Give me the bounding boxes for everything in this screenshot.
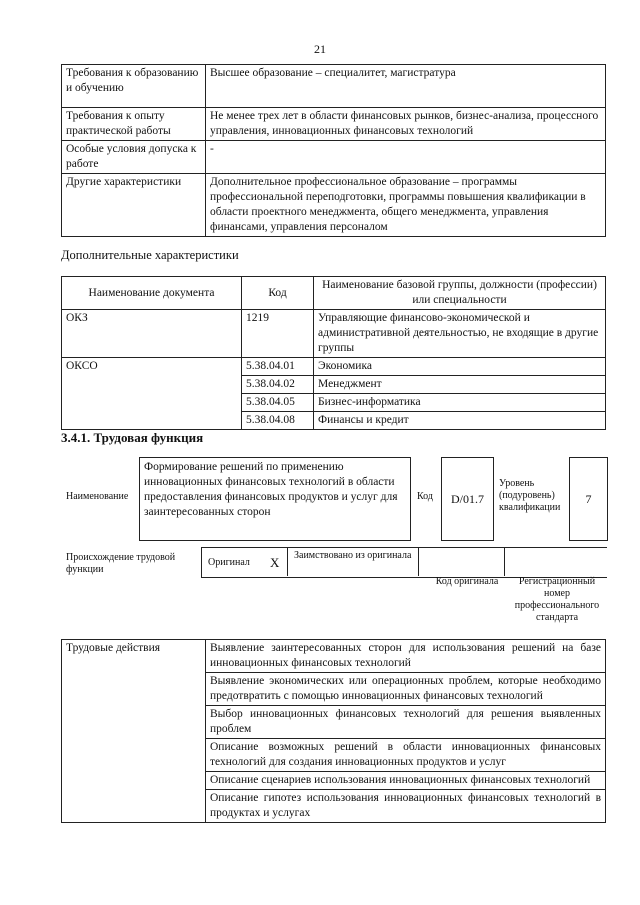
requirement-label: Особые условия допуска к работе — [62, 141, 206, 174]
origin-borrowed: Заимствовано из оригинала — [294, 550, 412, 561]
code-cell: 5.38.04.08 — [242, 412, 314, 430]
action-item: Выявление экономических или операционных проблем, которые необходимо предотвратить с помощью инновационных финансовых технологий — [206, 673, 606, 706]
name-cell: Финансы и кредит — [314, 412, 606, 430]
origin-mark: X — [270, 555, 280, 570]
origin-divider — [287, 547, 288, 576]
requirement-label: Другие характеристики — [62, 174, 206, 237]
qualification-level-box: 7 — [569, 457, 608, 541]
header-code: Код — [242, 277, 314, 310]
action-item: Описание гипотез использования инновационных финансовых технологий в продуктах и услугах — [206, 790, 606, 823]
origin-original: Оригинал — [208, 557, 250, 568]
table-row — [62, 108, 606, 141]
code-cell: 5.38.04.05 — [242, 394, 314, 412]
table-row — [62, 174, 606, 237]
table-row — [62, 141, 606, 174]
requirement-label: Требования к образованию и обучению — [62, 65, 206, 108]
qualification-level-label: Уровень (подуровень) квалификации — [499, 478, 561, 513]
table-row — [62, 310, 606, 358]
table-row — [62, 358, 606, 376]
table-row — [62, 640, 606, 673]
action-item: Описание сценариев использования инновационных финансовых технологий — [206, 772, 606, 790]
function-code-label: Код — [417, 491, 433, 502]
actions-label: Трудовые действия — [62, 640, 206, 823]
table-row — [62, 65, 606, 108]
code-cell: 5.38.04.02 — [242, 376, 314, 394]
requirement-value: - — [206, 141, 606, 174]
function-code-box: D/01.7 — [441, 457, 494, 541]
function-name-label: Наименование — [66, 491, 129, 502]
origin-divider — [504, 547, 505, 576]
requirement-value: Не менее трех лет в области финансовых рынков, бизнес-анализа, процессного управления, инновационных финансовых технологий — [206, 108, 606, 141]
header-doc: Наименование документа — [62, 277, 242, 310]
additional-heading: Дополнительные характеристики — [61, 248, 239, 262]
code-cell: 1219 — [242, 310, 314, 358]
doc-cell: ОКЗ — [62, 310, 242, 358]
action-item: Выявление заинтересованных сторон для использования решений на базе инновационных финансовых технологий — [206, 640, 606, 673]
code-cell: 5.38.04.01 — [242, 358, 314, 376]
classifier-table — [61, 276, 606, 430]
origin-reg-number-label: Регистрационный номер профессионального стандарта — [514, 576, 600, 623]
function-title: 3.4.1. Трудовая функция — [61, 430, 204, 445]
doc-cell: ОКСО — [62, 358, 242, 430]
origin-code-label: Код оригинала — [435, 576, 499, 587]
action-item: Выбор инновационных финансовых технологий для решения выявленных проблем — [206, 706, 606, 739]
name-cell: Экономика — [314, 358, 606, 376]
requirement-value: Дополнительное профессиональное образование – программы профессиональной переподготовки, программы повышения квалификации в области проектного менеджмента, общего менеджмента, управления финансами, управления персоналом — [206, 174, 606, 237]
name-cell: Менеджмент — [314, 376, 606, 394]
page-number: 21 — [314, 42, 326, 56]
action-item: Описание возможных решений в области инновационных финансовых технологий для создания инновационных продуктов и услуг — [206, 739, 606, 772]
origin-label: Происхождение трудовой функции — [66, 552, 176, 575]
function-name-box: Формирование решений по применению инновационных финансовых технологий в области предоставления финансовых продуктов и услуг для заинтересованных сторон — [139, 457, 411, 541]
header-name: Наименование базовой группы, должности (профессии) или специальности — [314, 277, 606, 310]
requirement-label: Требования к опыту практической работы — [62, 108, 206, 141]
origin-divider — [418, 547, 419, 576]
requirements-table — [61, 64, 606, 237]
table-header-row — [62, 277, 606, 310]
name-cell: Бизнес-информатика — [314, 394, 606, 412]
labor-actions-table — [61, 639, 606, 823]
name-cell: Управляющие финансово-экономической и административной деятельностью, не входящие в другие группы — [314, 310, 606, 358]
requirement-value: Высшее образование – специалитет, магистратура — [206, 65, 606, 108]
